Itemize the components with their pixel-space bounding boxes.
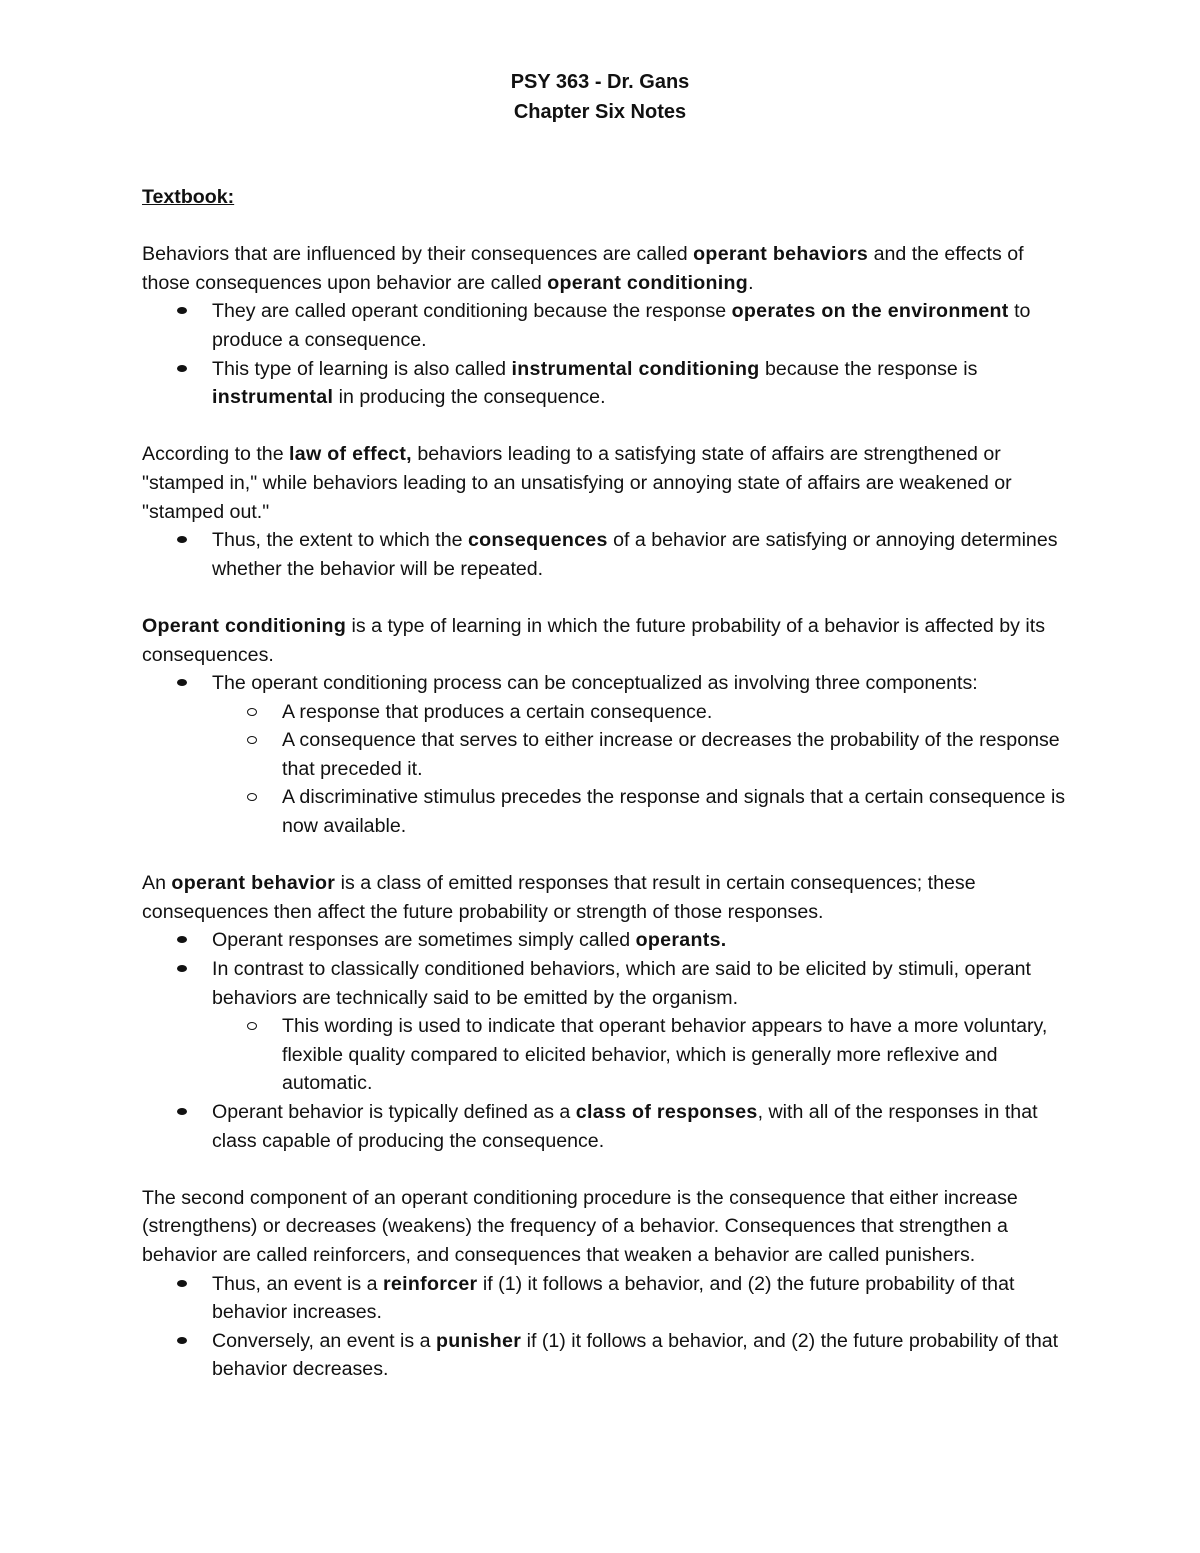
bold-term: operant behavior bbox=[171, 872, 336, 895]
text-run: Behaviors that are influenced by their consequences are called bbox=[142, 243, 694, 266]
list-item bbox=[212, 1270, 1072, 1327]
document-title: PSY 363 - Dr. Gans bbox=[510, 71, 690, 93]
list-item bbox=[212, 955, 1072, 1098]
bold-term: instrumental conditioning bbox=[511, 357, 760, 380]
text-run: They are called operant conditioning because the response bbox=[212, 300, 732, 323]
text-run: is a type of learning in which the future probability of a behavior is affected by its consequences. bbox=[142, 614, 1045, 666]
text-run: An bbox=[142, 872, 172, 895]
text-run: Operant behavior is typically defined as a bbox=[212, 1101, 576, 1123]
sub-list-item bbox=[282, 726, 1072, 783]
filled-bullet-icon bbox=[177, 365, 187, 372]
bold-term: operants. bbox=[635, 929, 727, 952]
list-item bbox=[212, 526, 1072, 583]
sub-bullet-list bbox=[212, 698, 1072, 841]
text-run: if (1) it follows a behavior, and (2) the future probability of that behavior increases. bbox=[212, 1272, 1015, 1324]
text-run: A discriminative stimulus precedes the response and signals that a certain consequence is now available. bbox=[282, 786, 1066, 838]
bold-term: operant conditioning bbox=[547, 271, 749, 294]
text-run: behaviors leading to a satisfying state of affairs are strengthened or "stamped in," while behaviors leading to an unsatisfying or annoying state of affairs are weakened or "stamped out." bbox=[142, 443, 1012, 523]
text-run: According to the bbox=[142, 443, 290, 466]
list-item bbox=[212, 1327, 1072, 1384]
paragraph bbox=[142, 869, 1072, 926]
hollow-bullet-icon bbox=[247, 708, 257, 716]
text-run: In contrast to classically conditioned behaviors, which are said to be elicited by stimuli, operant behaviors are technically said to be emitted by the organism. bbox=[212, 958, 1032, 1009]
hollow-bullet-icon bbox=[247, 1022, 257, 1030]
text-run: Conversely, an event is a bbox=[212, 1329, 436, 1352]
text-run: . bbox=[748, 271, 754, 294]
bold-term: class of responses bbox=[575, 1101, 758, 1123]
section-heading: Textbook: bbox=[142, 186, 235, 208]
text-run: A response that produces a certain consequence. bbox=[282, 700, 713, 723]
filled-bullet-icon bbox=[177, 307, 187, 314]
text-run: and the effects of those consequences upon behavior are called bbox=[142, 243, 1024, 294]
list-item bbox=[212, 669, 1072, 841]
bold-term: instrumental bbox=[212, 386, 334, 409]
text-run: This type of learning is also called bbox=[212, 357, 512, 380]
bullet-list bbox=[142, 669, 1072, 841]
filled-bullet-icon bbox=[177, 965, 187, 972]
list-item bbox=[212, 297, 1072, 354]
notes-body bbox=[142, 183, 1072, 1384]
notes-blocks bbox=[142, 240, 1072, 1384]
text-run: to produce a consequence. bbox=[212, 300, 1031, 351]
filled-bullet-icon bbox=[177, 536, 187, 543]
text-run: The second component of an operant conditioning procedure is the consequence that either increase (strengthens) or decreases (weakens) the frequency of a behavior. Consequences that strengthen a behavior are called reinforcers, and consequences that weaken a behavior are called punishers. bbox=[142, 1186, 1018, 1266]
bold-term: Operant conditioning bbox=[142, 614, 347, 637]
text-run: of a behavior are satisfying or annoying determines whether the behavior will be repeated. bbox=[212, 529, 1058, 580]
text-run: in producing the consequence. bbox=[333, 386, 606, 409]
bold-term: consequences bbox=[467, 529, 608, 552]
list-item bbox=[212, 926, 1072, 955]
document-subtitle: Chapter Six Notes bbox=[513, 101, 687, 123]
text-run: is a class of emitted responses that result in certain consequences; these consequences then affect the future probability or strength of those responses. bbox=[142, 872, 976, 923]
filled-bullet-icon bbox=[177, 1108, 187, 1115]
filled-bullet-icon bbox=[177, 1337, 187, 1344]
bullet-list bbox=[142, 926, 1072, 1155]
text-run: Thus, an event is a bbox=[212, 1272, 383, 1295]
text-run: A consequence that serves to either increase or decreases the probability of the response that preceded it. bbox=[282, 729, 1060, 780]
bullet-list bbox=[142, 1270, 1072, 1384]
text-run: because the response is bbox=[759, 357, 978, 380]
list-item bbox=[212, 1098, 1072, 1155]
sub-list-item bbox=[282, 1012, 1072, 1098]
filled-bullet-icon bbox=[177, 936, 187, 943]
paragraph bbox=[142, 1184, 1072, 1270]
hollow-bullet-icon bbox=[247, 736, 257, 744]
bullet-list bbox=[142, 526, 1072, 583]
bold-term: law of effect, bbox=[289, 443, 412, 466]
filled-bullet-icon bbox=[177, 1280, 187, 1287]
text-run: This wording is used to indicate that operant behavior appears to have a more voluntary, flexible quality compared to elicited behavior, which is generally more reflexive and automatic. bbox=[282, 1015, 1048, 1095]
paragraph bbox=[142, 612, 1072, 669]
text-run: Operant responses are sometimes simply called bbox=[212, 929, 636, 952]
sub-list-item bbox=[282, 783, 1072, 840]
text-run: if (1) it follows a behavior, and (2) the future probability of that behavior decreases. bbox=[212, 1329, 1059, 1381]
text-run: The operant conditioning process can be conceptualized as involving three components: bbox=[212, 672, 978, 695]
list-item bbox=[212, 355, 1072, 412]
bold-term: punisher bbox=[436, 1329, 522, 1352]
sub-list-item bbox=[282, 698, 1072, 727]
text-run: Thus, the extent to which the bbox=[212, 529, 468, 552]
bold-term: operant behaviors bbox=[693, 243, 869, 266]
bold-term: reinforcer bbox=[383, 1272, 478, 1295]
bullet-list bbox=[142, 297, 1072, 411]
sub-bullet-list bbox=[212, 1012, 1072, 1098]
paragraph bbox=[142, 440, 1072, 526]
paragraph bbox=[142, 240, 1072, 297]
text-run: , with all of the responses in that class capable of producing the consequence. bbox=[212, 1101, 1038, 1152]
filled-bullet-icon bbox=[177, 679, 187, 686]
bold-term: operates on the environment bbox=[731, 300, 1009, 323]
hollow-bullet-icon bbox=[247, 793, 257, 801]
